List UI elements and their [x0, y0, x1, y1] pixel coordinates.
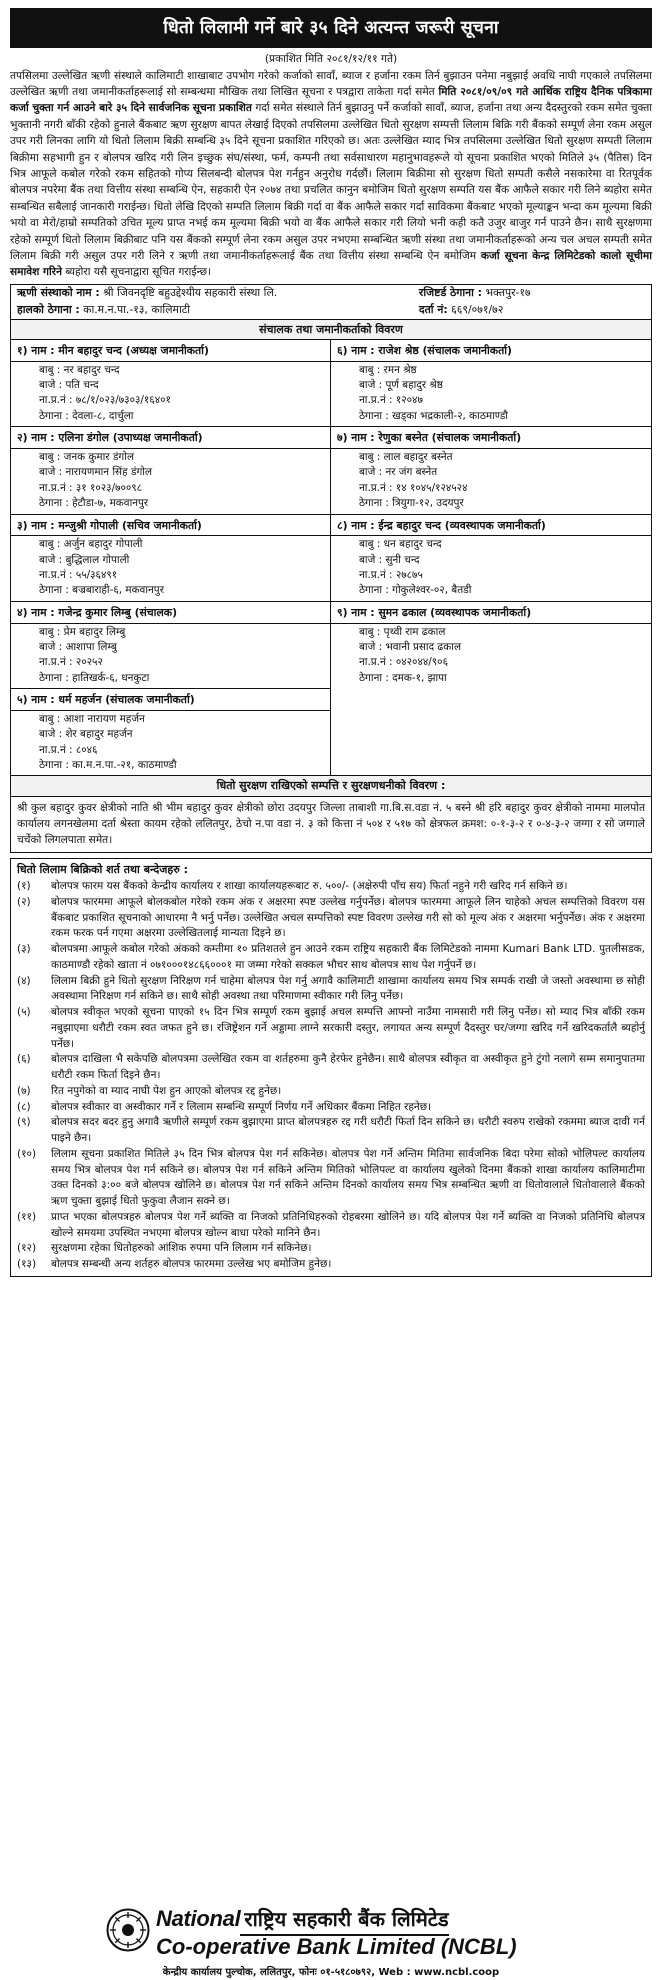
director-father: बाबु : रमन श्रेष्ठ	[359, 363, 417, 376]
director-address: ठेगाना : गोकुलेश्वर-०२, बैतडी	[359, 584, 472, 597]
term-number: (४)	[17, 974, 31, 987]
term-number: (५)	[17, 1006, 31, 1019]
director-father: बाबु : अर्जुन बहादुर गोपाली	[39, 538, 143, 551]
director-name: ३) नाम : मन्जुश्री गोपाली (सचिव जमानीकर्ता)	[11, 517, 330, 537]
brand-english-2: Co-operative Bank Limited (NCBL)	[156, 1933, 517, 1959]
intro-text-1: तपसिलमा उल्लेखित ऋणी संस्थाले कालिमाटी शाखाबाट उपभोग गरेको कर्जाको सावाँ, ब्याज र हर्जाना रकम तिर्न बुझाउन पनेमा नबुझाई अवधि नाघी गएकाले तपसिलमा उल्लेखित ऋणी तथा जमानीकर्ताहरूलाई सो सम्बन्धमा मौखिक तथा लिखित सूचना र पत्रद्वारा ताकेता गर्दा समेत	[10, 69, 652, 99]
term-text: बोलपत्र स्वीकार वा अस्वीकार गर्ने र लिलाम सम्बन्धि सम्पूर्ण निर्णय गर्ने अधिकार बैंकमा निहित रहनेछ।	[51, 1100, 432, 1113]
director-father: बाबु : आशा नारायण महर्जन	[39, 713, 145, 726]
intro-bold-2: कर्जा सूचना केन्द्र लिमिटेडको कालो सूचीमा समावेश गरिने	[10, 250, 652, 279]
director-grandfather: बाजे : पति चन्द	[39, 379, 99, 392]
borrower-row-1	[11, 285, 651, 302]
directors-heading: संचालक तथा जमानीकर्ताको विवरण	[10, 320, 652, 340]
brand-english-1: National	[156, 1906, 241, 1931]
director-grandfather: बाजे : नारायणमान सिंह डंगोल	[39, 466, 153, 479]
term-text: रित नपुगेको वा म्याद नाघी पेश हुन आएको बोलपत्र रद्द हुनेछ।	[51, 1084, 282, 1097]
director-address: ठेगाना : बज्रबाराही-६, मकवानपुर	[39, 584, 164, 597]
director-grandfather: बाजे : भवानी प्रसाद ढकाल	[359, 641, 461, 654]
director-name: ४) नाम : गजेन्द्र कुमार लिम्बु (संचालक)	[11, 604, 330, 624]
director-grandfather: बाजे : आशापा लिम्बु	[39, 641, 117, 654]
director-father: बाबु : पृथ्वी राम ढकाल	[359, 625, 446, 638]
property-heading: धितो सुरक्षण राखिएको सम्पत्ति र सुरक्षणधनीको विवरण :	[10, 776, 652, 796]
term-item	[17, 974, 645, 1006]
term-item	[17, 1115, 645, 1147]
director-card-4	[11, 602, 331, 689]
term-number: (६)	[17, 1053, 31, 1066]
borrower-row-2	[11, 302, 651, 319]
reg-address: भक्तपुर-१७	[485, 285, 531, 299]
director-citizenship: ना.प्र.नं : ३१ १०२३/७००९८	[39, 481, 143, 494]
term-number: (८)	[17, 1100, 31, 1113]
term-text: बोलपत्र स्वीकृत भएको सूचना पाएको १५ दिन भित्र सम्पूर्ण रकम बुझाई अचल सम्पत्ति आफ्नो नाउँमा नामसारी गरी लिनु पर्नेछ। सो म्याद भित्र बाँकी रकम नबुझाएमा धरौटी रकम स्वत जफत हुने छ। रजिष्ट्रेशन गर्ने अड्डामा लाग्ने सरकारी दस्तुर, लगायत अन्य सम्पूर्ण दैदस्तुर घर/जग्गा खरिद गर्ने खरिदकर्तालै ब्यहोर्नु पर्नेछ।	[51, 1006, 645, 1050]
director-card-2	[11, 427, 331, 514]
term-item	[17, 879, 645, 895]
term-text: बोलपत्र सदर बदर हुनु अगावै ऋणीले सम्पूर्ण रकम बुझाएमा प्राप्त बोलपत्रहरु रद्द गरी धरौटी फिर्ता दिन सकिने छ। धरौटी स्वरुप राखेको रकममा ब्याज दावी गर्न पाइने छैन।	[51, 1116, 645, 1145]
intro-text-2: गर्दा समेत संस्थाले तिर्न बुझाउनु पर्ने कर्जाको सावाँ, ब्याज, हर्जाना तथा अन्य दैदस्तुरको रकम समेत चुक्ता भुक्तानी नगरी बाँकी रहेको हुनाले बैंकबाट ऋण सुरक्षण बापत लेखाई दिएको तपसिलमा उल्लेखित धितो सुरक्षण सम्पत्ती लिलाम बिक्रि गरी बैंकको सम्पूर्ण लेना रकम असुल उपर गरी लिनका लागि यो धितो लिलाम बिक्री सम्बन्धि ३५ दिने सूचना प्रकाशित गरिएको छ। अतः उल्लेखित म्याद भित्र तपसिलमा उल्लेखित धितो सुरक्षण सम्पती लिलाम बिक्रीमा सहभागी हुन र बोलपत्र खरिद गरी लिन इच्छुक संघ/संस्था, फर्म, कम्पनी तथा सर्वसाधारण महानुभावहरूले यो सूचना प्रकाशित भएको मितिले ३५ (पैतिस) दिन भित्र आफूले कबोल गरेको रकम सहितको गोप्य सिलबन्दी बोलपत्र पेश गर्नहुन अनुरोध गर्दछौं। लिलाम बिक्रीमा सो सुरक्षण धितो सम्पती कसैले नसकारेमा वा रितपूर्वक बोलपत्र नपरेमा बैंक तथा वित्तीय संस्था सम्बन्धि ऐन, सहकारी ऐन २०७४ तथा प्रचलित कानुन बमोजिम धितो सुरक्षण सम्पति यस बैंक आफैले सकार गरी लिने ब्यहोरा समेत सम्बन्धित सबैलाई जानकारी गराईन्छ। धितो लेखि दिएको सम्पति लिलाम बिक्री गर्दा वा बैंक आफैले सकार गर्दा साविकमा बैंकबाट भएको मूल्याङ्कन भन्दा कम मूल्यमा बिक्री भयो वा मेरो/हाम्रो सम्पतिको उचित मूल्य प्राप्त नभई कम मूल्यमा बिक्री भयो वा बैंक आफैले सकार गरी लियो भनी कही कतै उजुर बाजुर गर्न पाउने छैन। साथै सुरक्षणमा रहेको सम्पूर्ण धितो लिलाम बिक्रीबाट पनि यस बैंकको सम्पूर्ण लेना रकम असुल उपर नभएमा सम्बन्धित ऋणी संस्था तथा जमानीकर्ताहरूको अन्य चल अचल सम्पती समेत लिलाम बिक्री गरी असुल उपर गरी लिने र ऋणी तथा जमानीकर्ताहरूलाई बैंक तथा वित्तीय संस्था सम्बन्धि ऐन बमोजिम	[10, 102, 653, 263]
director-citizenship: ना.प्र.नं : १४ १०४५/१२४५२४	[359, 481, 468, 494]
director-name: २) नाम : एलिना डंगोल (उपाध्यक्ष जमानीकर्ता)	[11, 429, 330, 449]
reg-no-label: दर्ता नं:	[418, 302, 448, 316]
bank-brand	[156, 1904, 517, 1962]
term-text: बोलपत्र फारममा आफूले बोलकबोल गरेको रकम अंक र अक्षरमा स्पष्ट उल्लेख गर्नुपर्नेछ। बोलपत्र फारममा आफूले लिन चाहेको अचल सम्पत्तिको विवरण यस बैंकबाट प्रकाशित सूचनाको आधारमा नै भर्नु पर्नेछ। उल्लेखित अचल सम्पत्तिको स्पष्ट विवरण उल्लेख गरी सो को मूल्य अंक र अक्षरमा भर्नुपर्नेछ। अंक र अक्षरमा रकम फरक पर्न गएमा अक्षरमा उल्लेखितलाई मान्यता दिइने छ।	[51, 895, 645, 940]
terms-section	[10, 858, 652, 1277]
borrower-name: श्री जिवनदृष्टि बहुउद्देश्यीय सहकारी संस्था लि.	[103, 285, 278, 299]
term-number: (१२)	[17, 1242, 37, 1255]
director-citizenship: ना.प्र.नं : ८०४६	[39, 743, 98, 756]
director-name: ८) नाम : ईन्द्र बहादुर चन्द (व्यवस्थापक जमानीकर्ता)	[331, 517, 651, 537]
director-grandfather: बाजे : नर जंग बस्नेत	[359, 466, 438, 479]
term-item	[17, 895, 645, 942]
reg-no: ६६९/०७१/७२	[451, 302, 504, 316]
director-address: ठेगाना : त्रियुगा-१२, उदयपुर	[359, 497, 464, 510]
director-card-3	[11, 515, 331, 602]
reg-address-label: रजिष्टर्ड ठेगाना :	[418, 285, 482, 299]
term-text: प्राप्त भएका बोलपत्रहरु बोलपत्र पेश गर्ने ब्यक्ति वा निजको प्रतिनिधिहरुको रोहबरमा खोलिने छ। यदि बोलपत्र पेश गर्ने ब्यक्ति वा निजको प्रतिनिधि बोलपत्र खोल्ने समयमा उपस्थित नभएमा बोलपत्र खोल्न बाधा परेको मानिने छैन।	[51, 1210, 645, 1239]
director-grandfather: बाजे : सुनी चन्द	[359, 553, 420, 566]
term-number: (१३)	[17, 1258, 37, 1271]
term-number: (१)	[17, 880, 31, 893]
term-text: बोलपत्र दाखिला भै सकेपछि बोलपत्रमा उल्लेखित रकम वा शर्तहरुमा कुनै हेरफेर हुनेछैन। साथै बोलपत्र स्वीकृत वा अस्वीकृत हुने टुंगो नलागे सम्म समानुपातमा धरौटी रकम फिर्ता दिइने छैन।	[51, 1053, 645, 1082]
term-number: (७)	[17, 1084, 31, 1097]
director-address: ठेगाना : खड्का भद्रकाली-२, काठमाण्डौ	[359, 409, 508, 422]
director-name: ९) नाम : सुमन ढकाल (व्यवस्थापक जमानीकर्ता)	[331, 604, 651, 624]
intro-bold-1: मिति २०८१/०९/०९ गते आर्थिक राष्ट्रिय दैनिक पत्रिकामा कर्जा चुक्ता गर्न आउने बारे ३५ दिने सार्वजनिक सूचना प्रकाशित	[10, 86, 652, 115]
publish-date: (प्रकाशित मिति २०८१/१२/११ गते)	[264, 53, 398, 65]
current-address: का.म.न.पा.-१३, कालिमाटी	[83, 302, 191, 316]
director-card-5	[11, 689, 331, 775]
term-number: (२)	[17, 895, 31, 908]
intro-paragraph	[10, 68, 652, 281]
director-father: बाबु : प्रेम बहादुर लिम्बु	[39, 625, 126, 638]
term-number: (११)	[17, 1210, 37, 1223]
term-number: (३)	[17, 943, 31, 956]
director-card-1	[11, 340, 331, 427]
term-item	[17, 1005, 645, 1052]
term-item	[17, 942, 645, 974]
director-name: ६) नाम : राजेश श्रेष्ठ (संचालक जमानीकर्ता)	[331, 342, 651, 362]
brand-nepali: राष्ट्रिय सहकारी बैंक लिमिटेड	[240, 1906, 448, 1936]
director-address: ठेगाना : का.म.न.पा.-२१, काठमाण्डौ	[39, 759, 177, 772]
term-text: सुरक्षणमा रहेका धितोहरुको आंशिक रुपमा पनि लिलाम गर्न सकिनेछ।	[51, 1242, 312, 1255]
term-number: (१०)	[17, 1147, 37, 1160]
term-text: लिलाम सूचना प्रकाशित मितिले ३५ दिन भित्र बोलपत्र पेश गर्न सकिनेछ। बोलपत्र पेश गर्ने अन्तिम मितिमा सार्वजनिक बिदा परेमा सोको भोलिपल्ट कार्यालय समय भित्र बोलपत्र पेश गर्न सकिने छ। बोलपत्र पेश गर्न सकिने अन्तिम मितिको भोलिपल्ट वा कार्यालय खुलेको दिनमा बैंकको शाखा कार्यालय कालिमाटीमा उक्त दिनको ३:०० बजे बोलपत्र खोलिने छ। बोलपत्र पेश गर्न सकिने अन्तिम दिनको कार्यालय समय भित्र सम्बन्धित ऋणी वा धितोवालाले धितोवालाले बैंकको ऋण चुक्ता बुझाई धितो फुकुवा लैजान सक्ने छ।	[51, 1147, 645, 1208]
term-item	[17, 1084, 645, 1100]
director-card-6	[331, 340, 651, 427]
director-citizenship: ना.प्र.नं : ०४२०४४/९०६	[359, 656, 448, 669]
term-item	[17, 1241, 645, 1257]
director-citizenship: ना.प्र.नं : १२०४७	[359, 394, 423, 407]
term-text: लिलाम बिक्री हुने धितो सुरक्षण निरिक्षण गर्न चाहेमा बोलपत्र पेश गर्नु अगावै कालिमाटी शाखामा कार्यालय समय भित्र सम्पर्क राखी जे जस्तो अवस्थामा छ सोही अवस्थामा निरिक्षण गर्न सकिने छ। साथै सोही अवस्था तथा परिमाणमा स्वीकार गरी लिनु पर्नेछ।	[51, 974, 645, 1003]
director-citizenship: ना.प्र.नं : ७८/१/०२३/७३०३/१६४०१	[39, 394, 171, 407]
borrower-info	[10, 284, 652, 320]
notice-title: धितो लिलामी गर्ने बारे ३५ दिने अत्यन्त जरूरी सूचना	[10, 8, 652, 48]
term-item	[17, 1210, 645, 1242]
director-father: बाबु : लाल बहादुर बस्नेत	[359, 451, 453, 464]
director-name: ५) नाम : धर्म महर्जन (संचालक जमानीकर्ता)	[11, 691, 330, 711]
bank-footer	[10, 1900, 652, 1980]
term-text: बोलपत्र सम्बन्धी अन्य शर्तहरु बोलपत्र फारममा उल्लेख भए बमोजिम हुनेछ।	[51, 1258, 332, 1271]
director-grandfather: बाजे : पूर्ण बहादुर श्रेष्ठ	[359, 379, 443, 392]
property-details: श्री कुल बहादुर कुवर क्षेत्रीको नाति श्री भीम बहादुर कुवर क्षेत्रीको छोरा उदयपुर जिल्ला ताबाशी गा.बि.स.वडा नं. ५ बस्ने श्री हरि बहादुर कुवर क्षेत्रीको नाममा मालपोत कार्यालय लगनखेलमा दर्ता श्रेस्ता कायम रहेको ललितपुर, ठेचो न.पा वडा नं. ३ को कित्ता नं ५०४ र ५१७ को क्षेत्रफल क्रमश: ०-१-३-२ र ०-४-३-२ जग्गा र सो जग्गाले चर्चेको लिगलपाता समेत।	[10, 797, 652, 853]
term-item	[17, 1147, 645, 1210]
term-text: बोलपत्रमा आफूले कबोल गरेको अंकको कम्तीमा १० प्रतिशतले हुन आउने रकम राष्ट्रिय सहकारी बैंक लिमिटेडको नाममा Kumari Bank LTD. पुतलीसडक, काठमाण्डौ रहेको खाता नं ०७१०००१४८६६०००१ मा जम्मा गरेको सक्कल भौचर साथ बोलपत्र साथ पेश गर्नुपर्ने छ।	[51, 943, 645, 971]
borrower-name-label: ऋणी संस्थाको नाम :	[17, 285, 100, 299]
director-father: बाबु : जनक कुमार डंगोल	[39, 451, 135, 464]
director-citizenship: ना.प्र.नं : २०२५२	[39, 656, 103, 669]
bank-logo-icon	[106, 1908, 150, 1952]
director-name: ७) नाम : रेणुका बस्नेत (संचालक जमानीकर्ता)	[331, 429, 651, 449]
terms-heading: धितो लिलाम बिक्रिको शर्त तथा बन्देजहरु :	[17, 862, 189, 876]
term-number: (९)	[17, 1116, 31, 1129]
director-card-9	[331, 602, 651, 776]
director-grandfather: बाजे : बुद्धिलाल गोपाली	[39, 553, 130, 566]
director-father: बाबु : नर बहादुर चन्द	[39, 363, 120, 376]
director-father: बाबु : धन बहादुर चन्द	[359, 538, 442, 551]
bank-address: केन्द्रीय कार्यालय पुल्चोक, ललितपुर, फोनः ०१-५१८०७९२, Web : www.ncbl.coop	[162, 1967, 500, 1978]
director-name: १) नाम : मीन बहादुर चन्द (अध्यक्ष जमानीकर्ता)	[11, 342, 330, 362]
director-address: ठेगाना : दमक-१, झापा	[359, 671, 447, 684]
director-card-8	[331, 515, 651, 602]
director-card-7	[331, 427, 651, 514]
notice-page	[0, 8, 662, 1980]
director-citizenship: ना.प्र.नं : २७८७५	[359, 569, 423, 582]
term-text: बोलपत्र फारम यस बैंकको केन्द्रीय कार्यालय र शाखा कार्यालयहरूबाट रु. ५००/- (अक्षेरुपी पाँच सय) फिर्ता नहुने गरी खरिद गर्न सकिने छ।	[51, 880, 568, 893]
director-address: ठेगाना : हेटौडा-७, मकवानपुर	[39, 497, 149, 510]
directors-grid	[10, 340, 652, 777]
term-item	[17, 1052, 645, 1084]
term-item	[17, 1257, 645, 1273]
current-address-label: हालको ठेगाना :	[17, 302, 80, 316]
director-address: ठेगाना : हातिखर्क-६, धनकुटा	[39, 671, 150, 684]
director-citizenship: ना.प्र.नं : ५५/३६४९१	[39, 569, 118, 582]
director-grandfather: बाजे : शेर बहादुर महर्जन	[39, 728, 133, 741]
intro-text-3: ब्यहोरा यसै सूचनाद्वारा सूचित गराईन्छ।	[65, 266, 212, 279]
term-item	[17, 1100, 645, 1116]
director-address: ठेगाना : देवला-८, दार्चुला	[39, 409, 134, 422]
